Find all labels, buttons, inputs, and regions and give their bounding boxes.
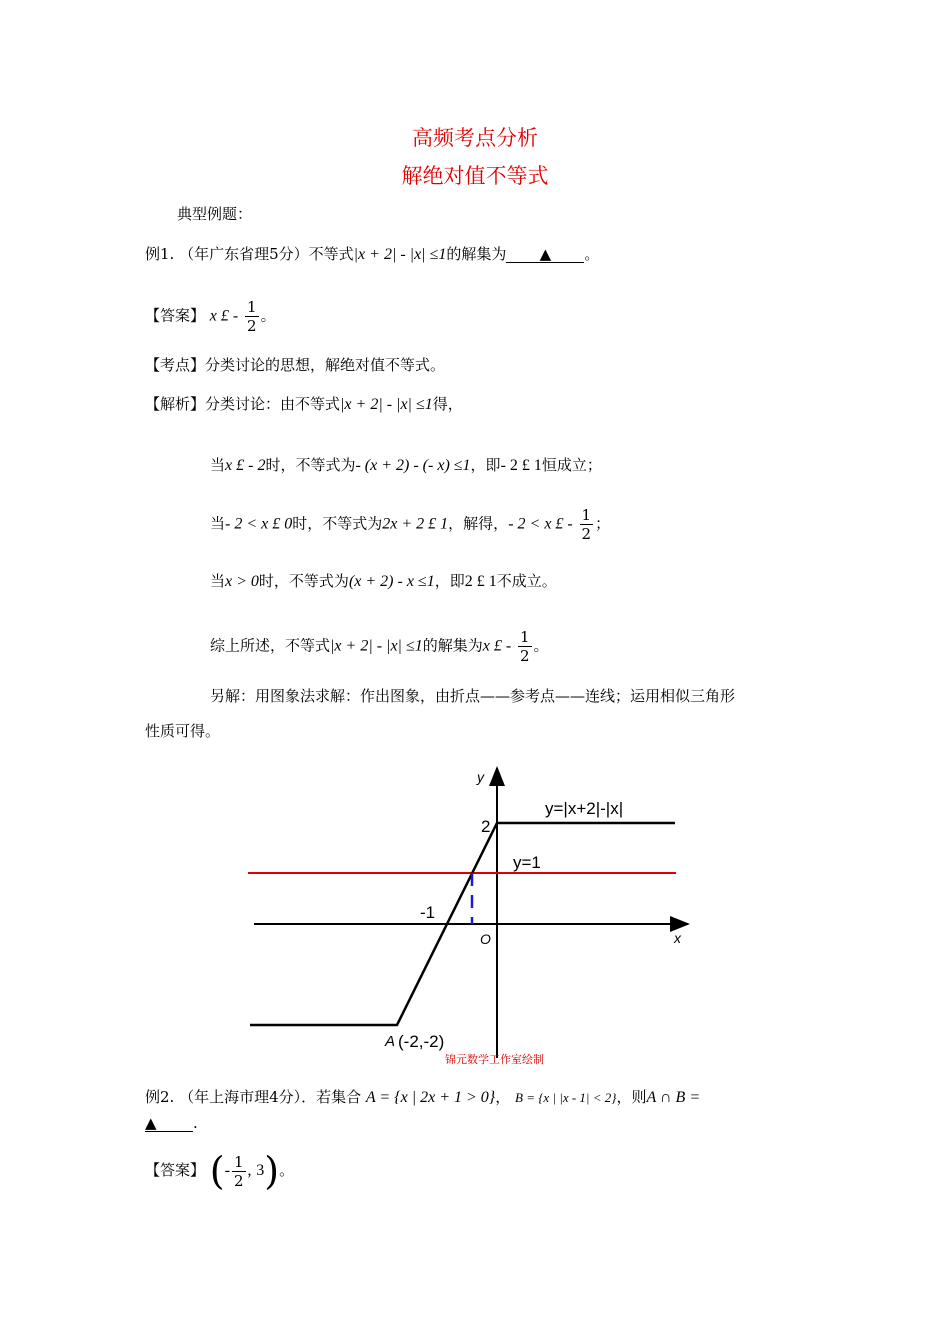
answer-tag: 【答案】 xyxy=(145,306,206,325)
page-title: 高频考点分析 xyxy=(412,126,538,150)
answer-1-expr: x £ - xyxy=(209,307,239,325)
tick-neg1: -1 xyxy=(420,903,436,922)
answer-1: 【答案】 x £ - $\frac{1}{2}$ 。 xyxy=(145,298,276,335)
function-graph xyxy=(240,758,700,1070)
example-2-blank: ▲ . xyxy=(145,1114,198,1132)
set-b: B = {x | |x - 1| < 2} xyxy=(515,1090,617,1105)
case-1: 当x £ - 2时，不等式为- (x + 2) - (- x) ≤1，即- 2 £ 1恒成立； xyxy=(210,456,602,474)
example-1-label: 例1. xyxy=(145,245,175,263)
fraction: $\frac{1}{2}$ xyxy=(581,506,592,543)
alt-line-2: 性质可得。 xyxy=(145,722,221,740)
credit-text: 锦元数学工作室绘制 xyxy=(445,1054,544,1066)
fraction: $\frac{1}{2}$ xyxy=(519,628,530,665)
answer-blank: ▲ xyxy=(145,1116,193,1132)
jiexi: 【解析】分类讨论：由不等式|x + 2| - |x| ≤1得， xyxy=(145,395,463,413)
case-3: 当x > 0时，不等式为(x + 2) - x ≤1，即2 £ 1不成立。 xyxy=(210,572,557,590)
section-heading: 典型例题： xyxy=(177,205,253,223)
function-label: y=|x+2|-|x| xyxy=(545,799,624,818)
example-1-source: （年广东省理5分）不等式 xyxy=(179,245,354,263)
example-2-label: 例2. xyxy=(145,1088,175,1106)
kaodian-tag: 【考点】 xyxy=(145,356,206,374)
answer-tag: 【答案】 xyxy=(145,1161,206,1179)
example-1: 例1. （年广东省理5分）不等式|x + 2| - |x| ≤1的解集为 ▲ 。 xyxy=(145,245,600,263)
answer-blank: ▲ xyxy=(506,247,584,263)
page-subtitle: 解绝对值不等式 xyxy=(401,164,549,188)
summary: 综上所述，不等式|x + 2| - |x| ≤1的解集为x £ - $\frac{1}{2}$ 。 xyxy=(210,628,549,665)
example-1-tail: 的解集为 xyxy=(446,245,507,263)
point-a-coords: (-2,-2) xyxy=(398,1032,445,1051)
set-a: A = {x | 2x + 1 > 0} xyxy=(365,1089,496,1106)
alt-line-1: 另解：用图象法求解：作出图象，由折点——参考点——连线；运用相似三角形 xyxy=(210,687,736,705)
case-2: 当- 2 < x £ 0时，不等式为2x + 2 £ 1，解得，- 2 < x £ - $\frac{1}{2}$ ； xyxy=(210,506,611,543)
fraction: $\frac{1}{2}$ xyxy=(233,1152,244,1190)
jiexi-tag: 【解析】 xyxy=(145,395,206,413)
example-2-source: （年上海市理4分）．若集合 xyxy=(179,1088,362,1106)
fraction: $\frac{1}{2}$ xyxy=(247,298,257,335)
example-2: 例2. （年上海市理4分）．若集合 A = {x | 2x + 1 > 0}， B = {x | |x - 1| < 2}，则A ∩ B = xyxy=(145,1088,701,1106)
example-1-expr: |x + 2| - |x| ≤1 xyxy=(353,246,447,263)
tick-2: 2 xyxy=(481,817,491,836)
ref-line-label: y=1 xyxy=(513,853,541,872)
kaodian-text: 分类讨论的思想，解绝对值不等式。 xyxy=(205,356,446,374)
point-a-label: A xyxy=(385,1033,396,1050)
y-axis-label: y xyxy=(477,769,484,785)
answer-2: 【答案】 (- $\frac{1}{2}$ , 3)。 xyxy=(145,1149,295,1193)
intersection: A ∩ B = xyxy=(646,1089,701,1106)
kaodian xyxy=(145,354,445,375)
x-axis-label: x xyxy=(674,930,681,946)
origin-label: O xyxy=(480,931,491,947)
